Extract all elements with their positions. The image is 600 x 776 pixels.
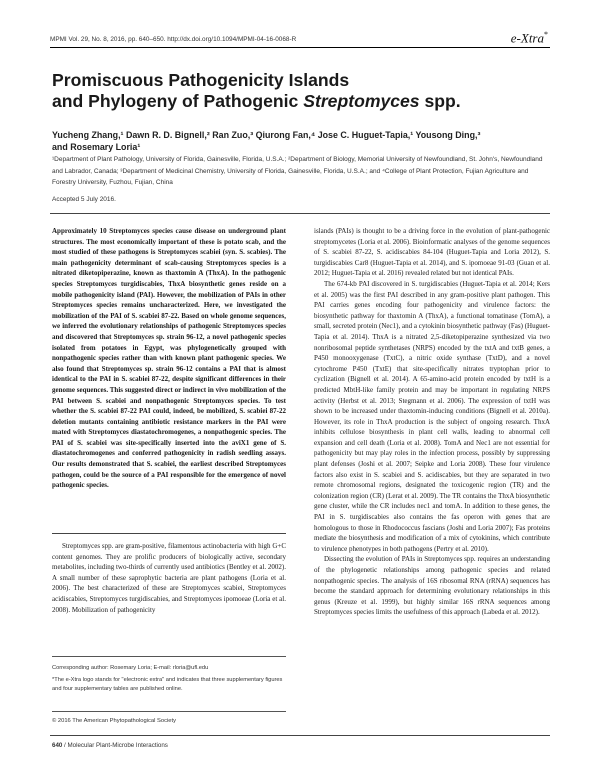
journal-citation: MPMI Vol. 29, No. 8, 2016, pp. 640–650. http://dx.doi.org/10.1094/MPMI-04-16-0068-R bbox=[50, 36, 297, 43]
footnote-divider bbox=[52, 656, 286, 657]
page-footer bbox=[52, 742, 168, 749]
title-line-2 bbox=[52, 91, 552, 112]
logo-mark: * bbox=[544, 30, 548, 39]
authors-line-2: and Rosemary Loria¹ bbox=[52, 142, 141, 153]
body-paragraph-1: islands (PAIs) is thought to be a driving force in the evolution of plant-pathogenic streptomycetes (Loria et al. 2006). Bioinformatic analyses of the genome sequences of S. scabiei 87-22, S. acidiscabies 84-104 (Huguet-Tapia and Loria 2012), S. turgidiscabies Car8 (Huguet-Tapia et al. 2014), and S. ipomoeae 91-03 (Guan et al. 2012; Huguet-Tapia et al. 2016) revealed related but not identical PAIs. bbox=[314, 227, 550, 278]
footer-journal: / Molecular Plant-Microbe Interactions bbox=[62, 742, 168, 749]
accepted-date: Accepted 5 July 2016. bbox=[52, 196, 116, 203]
title-suffix: spp. bbox=[419, 91, 461, 111]
corresponding-author: Corresponding author: Rosemary Loria; E-mail: rloria@ufl.edu bbox=[52, 665, 209, 671]
body-paragraph-2: The 674-kb PAI discovered in S. turgidiscabies (Huguet-Tapia et al. 2014; Kers et al. 2005) was the first PAI described in any gram-positive plant pathogen. This PAI carries genes encoding four pathogenicity and virulence factors: the biosynthetic pathway for thaxtomin A (ThxA), a functional tomatinase (TomA), a small, secreted protein (Nec1), and a cytokinin biosynthetic pathway (Fas) (Huguet-Tapia et al. 2014). ThxA is a nitrated 2,5-diketopiperazine synthesized via two nonribosomal peptide synthetases (NRPS) encoded by the txtA and txtB genes, a P450 monooxygenase (TxtC), a nitric oxide synthase (TxtD), and a novel cytochrome P450 (TxtE) that site-specifically nitrates tryptophan prior to cyclization (Bignell et al. 2014). A 65-amino-acid protein encoded by txtH is a predicted MbtH-like family protein and may be important in regulating NRPS activity (Herbst et al. 2013; Stegmann et al. 2006). The expression of txtH was shown to be increased under thaxtomin-inducing conditions (Bignell et al. 2010a). However, its role in ThxA production is the subject of ongoing research. ThxA inhibits cellulose biosynthesis in plant cell walls, leading to abnormal cell expansion and cell death (Loria et al. 2008). TomA and Nec1 are not essential for pathogenicity but may play roles in the infection process, possibly by suppressing plant defenses (Joshi et al. 2007; Seipke and Loria 2008). These four virulence factors also exist in S. scabiei and S. acidiscabies, but they are separated in two remote chromosomal regions, designated the toxicogenic region (TR) and the colonization region (CR) (Lerat et al. 2009). The TR contains the ThxA biosynthetic gene cluster, while the CR includes nec1 and tomA. In addition to these genes, the PAI in S. turgidiscabies also contains the fas operon with genes that are homologous to those in Rhodococcus fascians (Joshi and Loria 2007); Fas proteins mediate the biosynthesis and modification of a mix of cytokinins, which contribute to virulence phenotypes in both pathogens (Pertry et al. 2010). bbox=[314, 279, 551, 553]
intro-paragraph: Streptomyces spp. are gram-positive, filamentous actinobacteria with high G+C content genomes. They are prolific producers of biologically active, secondary metabolites, including two-thirds of currently used antibiotics (Bentley et al. 2002). A small number of these saprophytic bacteria are plant pathogens (Loria et al. 2006). The best characterized of these are Streptomyces scabiei, Streptomyces acidiscabies, Streptomyces turgidiscabies, and Streptomyces ipomoeae (Loria et al. 2008). Mobilization of pathogenicity bbox=[52, 542, 286, 614]
e-xtra-logo bbox=[511, 30, 548, 46]
abstract bbox=[52, 226, 286, 491]
affiliations: ¹Department of Plant Pathology, University of Florida, Gainesville, Florida, U.S.A.; ²Department of Biology, Memorial University of Newfoundland, St. John's, Newfoundland and Labrador, Canada; ³Department of Medicinal Chemistry, University of Florida, Gainesville, Florida, U.S.A.; and ⁴College of Plant Protection, Fujian Agriculture and Forestry University, Fuzhou, Fujian, China bbox=[52, 156, 543, 187]
e-xtra-footnote: *The e-Xtra logo stands for "electronic extra" and indicates that three supplementary figures and four supplementary tables are published online. bbox=[52, 677, 283, 692]
title-divider bbox=[50, 213, 550, 214]
copyright-divider bbox=[52, 711, 286, 712]
copyright: © 2016 The American Phytopathological Society bbox=[52, 718, 177, 724]
page-number: 640 bbox=[52, 742, 63, 749]
author-list bbox=[52, 129, 552, 154]
title-genus: Streptomyces bbox=[303, 91, 420, 111]
logo-text: e-Xtra bbox=[510, 30, 544, 46]
abstract-text: Approximately 10 Streptomyces species cause disease on underground plant structures. The most economically important of these is potato scab, and the most studied of these pathogens is Streptomyces scabiei (syn. S. scabies). The main pathogenicity determinant of scab-causing Streptomyces species is a nitrated diketopiperazine, known as thaxtomin A (ThxA). In the pathogenic species Streptomyces turgidiscabies, ThxA biosynthetic genes reside on a mobile pathogenicity island (PAI). However, the mobilization of PAIs in other Streptomyces species remains uncharacterized. Here, we investigated the mobilization of the PAI of S. scabiei 87-22. Based on whole genome sequences, we inferred the evolutionary relationships of pathogenic Streptomyces species and discovered that Streptomyces sp. strain 96-12, a novel pathogenic species isolated from potatoes in Egypt, was phylogenetically grouped with nonpathogenic species rather than with known plant pathogenic species. We also found that Streptomyces sp. strain 96-12 contains a PAI that is almost identical to the PAI in S. scabiei 87-22, despite significant differences in their genome sequences. This suggested direct or indirect in vivo mobilization of the PAI between S. scabiei and nonpathogenic Streptomyces species. To test whether the S. scabiei 87-22 PAI could, indeed, be mobilized, S. scabiei 87-22 deletion mutants containing antibiotic resistance markers in the PAI were mated with Streptomyces diastatochromogenes, a nonpathogenic species. The PAI of S. scabiei was site-specifically inserted into the aviX1 gene of S. diastatochromogenes and conferred pathogenicity in radish seedling assays. Our results demonstrated that S. scabiei, the earliest described Streptomyces pathogen, could be the source of a PAI responsible for the emergence of novel pathogenic species. bbox=[52, 227, 286, 490]
footnotes bbox=[52, 664, 286, 697]
right-column bbox=[314, 226, 550, 618]
footer-rule bbox=[50, 735, 550, 736]
header-rule bbox=[50, 47, 550, 48]
title-prefix: and Phylogeny of Pathogenic bbox=[52, 91, 304, 111]
introduction bbox=[52, 541, 286, 615]
authors-line-1: Yucheng Zhang,¹ Dawn R. D. Bignell,² Ran Zuo,³ Qiurong Fan,⁴ Jose C. Huguet-Tapia,¹ Yousong Ding,³ bbox=[52, 130, 481, 140]
article-title bbox=[52, 70, 552, 112]
body-paragraph-3: Dissecting the evolution of PAIs in Streptomyces spp. requires an understanding of the phylogenetic relationships among pathogenic species and related nonpathogenic species. The analysis of 16S ribosomal RNA (rRNA) sequences has become the standard approach for determining evolutionary relationships in this genus (Kreuze et al. 1999), but highly similar 16S rRNA sequences among Streptomyces species limits the usefulness of this approach (Labeda et al. 2012). bbox=[314, 555, 550, 617]
title-line-1: Promiscuous Pathogenicity Islands bbox=[52, 70, 350, 90]
abstract-divider bbox=[52, 533, 286, 534]
